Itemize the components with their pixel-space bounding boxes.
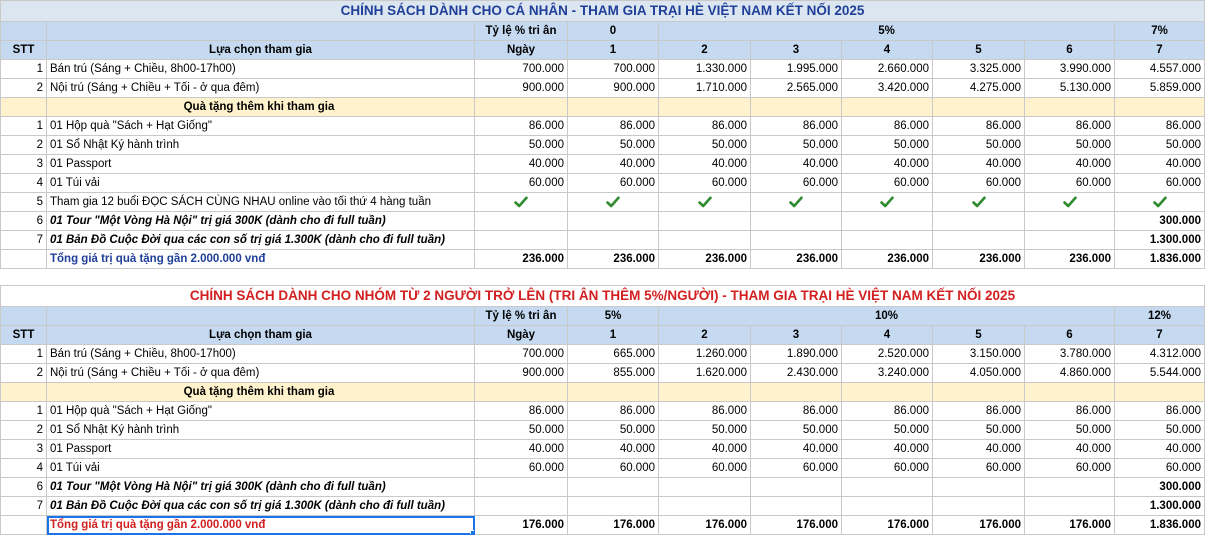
total-cell[interactable]: 236.000 [568, 250, 659, 269]
total-cell[interactable]: 176.000 [751, 516, 842, 535]
total-cell[interactable]: 176.000 [933, 516, 1025, 535]
stt-cell[interactable]: 2 [1, 421, 47, 440]
section2-title-row [1, 286, 1205, 307]
cell[interactable] [751, 478, 842, 497]
cell[interactable] [659, 231, 751, 250]
value-cell[interactable]: 40.000 [568, 155, 659, 174]
section1-rate-row [1, 22, 1205, 41]
value-cell[interactable]: 40.000 [751, 155, 842, 174]
total-label-selected-cell[interactable] [47, 516, 475, 535]
table-row [1, 459, 1205, 478]
day-header[interactable]: 6 [1025, 41, 1115, 60]
cell[interactable] [475, 497, 568, 516]
total-row [1, 516, 1205, 535]
tour-row [1, 478, 1205, 497]
cell[interactable] [751, 231, 842, 250]
reading-row [1, 193, 1205, 212]
total-cell[interactable]: 1.836.000 [1115, 250, 1205, 269]
map-value-cell[interactable]: 1.300.000 [1115, 497, 1205, 516]
stt-cell[interactable]: 1 [1, 345, 47, 364]
total-label: Tổng giá trị quà tặng gần 2.000.000 vnđ [50, 519, 266, 531]
cell[interactable] [933, 497, 1025, 516]
stt-cell[interactable]: 6 [1, 212, 47, 231]
option-cell[interactable]: Nội trú (Sáng + Chiều + Tối - ở qua đêm) [47, 364, 475, 383]
stt-cell[interactable]: 3 [1, 440, 47, 459]
cell[interactable] [659, 497, 751, 516]
cell[interactable] [475, 478, 568, 497]
cell[interactable] [933, 98, 1025, 117]
day-header[interactable]: 5 [933, 326, 1025, 345]
check-cell[interactable] [659, 193, 751, 212]
cell[interactable] [1, 269, 1205, 286]
rate-day7[interactable]: 7% [1115, 22, 1205, 41]
cell[interactable] [751, 383, 842, 402]
cell[interactable] [842, 383, 933, 402]
value-cell[interactable]: 86.000 [568, 402, 659, 421]
price-cell[interactable]: 3.325.000 [933, 60, 1025, 79]
gift-cell[interactable]: 01 Túi vải [47, 459, 475, 478]
price-cell[interactable]: 4.860.000 [1025, 364, 1115, 383]
value-cell[interactable]: 60.000 [1025, 459, 1115, 478]
value-cell[interactable]: 40.000 [1025, 440, 1115, 459]
total-label[interactable]: Tổng giá trị quà tặng gần 2.000.000 vnđ [47, 250, 475, 269]
day-header[interactable]: 3 [751, 41, 842, 60]
table-row [1, 155, 1205, 174]
value-cell[interactable]: 86.000 [1115, 402, 1205, 421]
value-cell[interactable]: 40.000 [659, 155, 751, 174]
price-cell[interactable]: 4.275.000 [933, 79, 1025, 98]
section2-title[interactable]: CHÍNH SÁCH DÀNH CHO NHÓM TỪ 2 NGƯỜI TRỞ LÊN (TRI ÂN THÊM 5%/NGƯỜI) - THAM GIA TRẠI HÈ VIỆT NAM KẾT NỐI 2025 [1, 286, 1205, 307]
cell[interactable] [1, 516, 47, 535]
rate-label[interactable]: Tỷ lệ % tri ân [475, 22, 568, 41]
value-cell[interactable]: 40.000 [933, 440, 1025, 459]
cell[interactable] [842, 212, 933, 231]
price-cell[interactable]: 4.557.000 [1115, 60, 1205, 79]
price-cell[interactable]: 1.890.000 [751, 345, 842, 364]
gift-cell[interactable]: 01 Passport [47, 440, 475, 459]
section1-title[interactable]: CHÍNH SÁCH DÀNH CHO CÁ NHÂN - THAM GIA TRẠI HÈ VIỆT NAM KẾT NỐI 2025 [1, 1, 1205, 22]
gift-header[interactable]: Quà tặng thêm khi tham gia [47, 98, 475, 117]
section2-header-row [1, 326, 1205, 345]
price-cell[interactable]: 3.420.000 [842, 79, 933, 98]
tour-row [1, 212, 1205, 231]
day-header[interactable]: 1 [568, 326, 659, 345]
base-price-cell[interactable]: 900.000 [475, 79, 568, 98]
price-cell[interactable]: 900.000 [568, 79, 659, 98]
price-cell[interactable]: 3.240.000 [842, 364, 933, 383]
cell[interactable] [659, 383, 751, 402]
days-header[interactable]: Ngày [475, 41, 568, 60]
stt-cell[interactable]: 5 [1, 193, 47, 212]
value-cell[interactable]: 40.000 [1115, 440, 1205, 459]
value-cell[interactable]: 50.000 [1115, 421, 1205, 440]
price-cell[interactable]: 1.620.000 [659, 364, 751, 383]
gift-cell[interactable]: 01 Hộp quà "Sách + Hạt Giống" [47, 117, 475, 136]
cell[interactable] [1025, 383, 1115, 402]
stt-cell[interactable]: 1 [1, 402, 47, 421]
value-cell[interactable]: 60.000 [475, 459, 568, 478]
section1-header-row [1, 41, 1205, 60]
price-cell[interactable]: 5.130.000 [1025, 79, 1115, 98]
check-cell[interactable] [1025, 193, 1115, 212]
price-cell[interactable]: 4.050.000 [933, 364, 1025, 383]
day-header[interactable]: 5 [933, 41, 1025, 60]
value-cell[interactable]: 50.000 [751, 421, 842, 440]
check-icon [789, 196, 803, 208]
cell[interactable] [1115, 383, 1205, 402]
table-row [1, 402, 1205, 421]
map-row [1, 231, 1205, 250]
rate-day2-6[interactable]: 10% [659, 307, 1115, 326]
cell[interactable] [842, 98, 933, 117]
cell[interactable] [475, 231, 568, 250]
rate-day1[interactable]: 0 [568, 22, 659, 41]
value-cell[interactable]: 50.000 [659, 136, 751, 155]
cell[interactable] [1025, 98, 1115, 117]
value-cell[interactable]: 86.000 [659, 402, 751, 421]
price-cell[interactable]: 700.000 [568, 60, 659, 79]
total-cell[interactable]: 236.000 [933, 250, 1025, 269]
value-cell[interactable]: 60.000 [1025, 174, 1115, 193]
value-cell[interactable]: 50.000 [751, 136, 842, 155]
check-icon [698, 196, 712, 208]
stt-cell[interactable]: 4 [1, 174, 47, 193]
map-cell[interactable]: 01 Bản Đồ Cuộc Đời qua các con số trị giá 1.300K (dành cho đi full tuần) [47, 497, 475, 516]
cell[interactable] [475, 383, 568, 402]
stt-cell[interactable]: 7 [1, 497, 47, 516]
value-cell[interactable]: 60.000 [659, 459, 751, 478]
stt-cell[interactable]: 4 [1, 459, 47, 478]
total-cell[interactable]: 176.000 [1025, 516, 1115, 535]
section1-title-row [1, 1, 1205, 22]
cell[interactable] [475, 212, 568, 231]
stt-header[interactable]: STT [1, 326, 47, 345]
price-cell[interactable]: 3.990.000 [1025, 60, 1115, 79]
gift-cell[interactable]: 01 Passport [47, 155, 475, 174]
price-cell[interactable]: 2.660.000 [842, 60, 933, 79]
days-header[interactable]: Ngày [475, 326, 568, 345]
option-cell[interactable]: Nội trú (Sáng + Chiều + Tối - ở qua đêm) [47, 79, 475, 98]
total-cell[interactable]: 236.000 [1025, 250, 1115, 269]
value-cell[interactable]: 50.000 [933, 421, 1025, 440]
rate-label[interactable]: Tỷ lệ % tri ân [475, 307, 568, 326]
table-row [1, 345, 1205, 364]
check-icon [1063, 196, 1077, 208]
value-cell[interactable]: 40.000 [751, 440, 842, 459]
table-row [1, 421, 1205, 440]
value-cell[interactable]: 50.000 [933, 136, 1025, 155]
value-cell[interactable]: 86.000 [933, 402, 1025, 421]
day-header[interactable]: 2 [659, 326, 751, 345]
value-cell[interactable]: 60.000 [659, 174, 751, 193]
option-cell[interactable]: Bán trú (Sáng + Chiều, 8h00-17h00) [47, 345, 475, 364]
value-cell[interactable]: 50.000 [1025, 421, 1115, 440]
base-price-cell[interactable]: 700.000 [475, 345, 568, 364]
stt-header[interactable]: STT [1, 41, 47, 60]
value-cell[interactable]: 60.000 [933, 174, 1025, 193]
value-cell[interactable]: 60.000 [751, 459, 842, 478]
check-cell[interactable] [475, 193, 568, 212]
total-cell[interactable]: 236.000 [751, 250, 842, 269]
cell[interactable] [659, 478, 751, 497]
base-price-cell[interactable]: 900.000 [475, 364, 568, 383]
section2-rate-row [1, 307, 1205, 326]
tour-value-cell[interactable]: 300.000 [1115, 478, 1205, 497]
total-cell[interactable]: 176.000 [475, 516, 568, 535]
value-cell[interactable]: 50.000 [568, 136, 659, 155]
table-row [1, 60, 1205, 79]
cell[interactable] [842, 497, 933, 516]
rate-day2-6[interactable]: 5% [659, 22, 1115, 41]
price-cell[interactable]: 2.520.000 [842, 345, 933, 364]
cell[interactable] [751, 497, 842, 516]
day-header[interactable]: 3 [751, 326, 842, 345]
cell[interactable] [1025, 478, 1115, 497]
tour-cell[interactable]: 01 Tour "Một Vòng Hà Nội" trị giá 300K (dành cho đi full tuần) [47, 478, 475, 497]
check-icon [606, 196, 620, 208]
cell[interactable] [1025, 497, 1115, 516]
value-cell[interactable]: 50.000 [1115, 136, 1205, 155]
cell[interactable] [1, 383, 47, 402]
value-cell[interactable]: 40.000 [475, 440, 568, 459]
value-cell[interactable]: 50.000 [842, 421, 933, 440]
day-header[interactable]: 7 [1115, 326, 1205, 345]
price-cell[interactable]: 2.565.000 [751, 79, 842, 98]
gift-cell[interactable]: 01 Hộp quà "Sách + Hạt Giống" [47, 402, 475, 421]
value-cell[interactable]: 60.000 [568, 459, 659, 478]
value-cell[interactable]: 40.000 [659, 440, 751, 459]
check-icon [514, 196, 528, 208]
value-cell[interactable]: 60.000 [842, 459, 933, 478]
cell[interactable] [568, 231, 659, 250]
day-header[interactable]: 1 [568, 41, 659, 60]
gift-header-row [1, 98, 1205, 117]
value-cell[interactable]: 40.000 [842, 440, 933, 459]
cell[interactable] [933, 212, 1025, 231]
base-price-cell[interactable]: 700.000 [475, 60, 568, 79]
stt-cell[interactable]: 2 [1, 136, 47, 155]
total-cell[interactable]: 176.000 [659, 516, 751, 535]
value-cell[interactable]: 50.000 [568, 421, 659, 440]
table-row [1, 364, 1205, 383]
map-cell[interactable]: 01 Bản Đồ Cuộc Đời qua các con số trị giá 1.300K (dành cho đi full tuần) [47, 231, 475, 250]
price-cell[interactable]: 665.000 [568, 345, 659, 364]
cell[interactable] [1025, 212, 1115, 231]
price-cell[interactable]: 5.859.000 [1115, 79, 1205, 98]
cell[interactable] [842, 478, 933, 497]
total-cell[interactable]: 236.000 [842, 250, 933, 269]
value-cell[interactable]: 60.000 [933, 459, 1025, 478]
stt-cell[interactable]: 2 [1, 364, 47, 383]
gift-header-row [1, 383, 1205, 402]
day-header[interactable]: 2 [659, 41, 751, 60]
value-cell[interactable]: 86.000 [842, 117, 933, 136]
value-cell[interactable]: 50.000 [475, 136, 568, 155]
day-header[interactable]: 4 [842, 41, 933, 60]
total-cell[interactable]: 236.000 [475, 250, 568, 269]
stt-cell[interactable]: 2 [1, 79, 47, 98]
gift-cell[interactable]: 01 Sổ Nhật Ký hành trình [47, 421, 475, 440]
value-cell[interactable]: 86.000 [659, 117, 751, 136]
value-cell[interactable]: 40.000 [842, 155, 933, 174]
check-icon [972, 196, 986, 208]
rate-day7[interactable]: 12% [1115, 307, 1205, 326]
cell[interactable] [933, 478, 1025, 497]
cell[interactable] [568, 98, 659, 117]
value-cell[interactable]: 40.000 [475, 155, 568, 174]
cell[interactable] [933, 383, 1025, 402]
value-cell[interactable]: 40.000 [933, 155, 1025, 174]
price-cell[interactable]: 855.000 [568, 364, 659, 383]
value-cell[interactable]: 86.000 [475, 117, 568, 136]
cell[interactable] [568, 212, 659, 231]
cell[interactable] [47, 307, 475, 326]
map-value-cell[interactable]: 1.300.000 [1115, 231, 1205, 250]
value-cell[interactable]: 86.000 [933, 117, 1025, 136]
stt-cell[interactable]: 3 [1, 155, 47, 174]
price-cell[interactable]: 3.780.000 [1025, 345, 1115, 364]
tour-cell[interactable]: 01 Tour "Một Vòng Hà Nội" trị giá 300K (dành cho đi full tuần) [47, 212, 475, 231]
total-cell[interactable]: 1.836.000 [1115, 516, 1205, 535]
value-cell[interactable]: 60.000 [1115, 459, 1205, 478]
value-cell[interactable]: 50.000 [659, 421, 751, 440]
cell[interactable] [568, 478, 659, 497]
stt-cell[interactable]: 6 [1, 478, 47, 497]
gift-cell[interactable]: 01 Túi vải [47, 174, 475, 193]
total-cell[interactable]: 176.000 [842, 516, 933, 535]
price-cell[interactable]: 4.312.000 [1115, 345, 1205, 364]
tour-value-cell[interactable]: 300.000 [1115, 212, 1205, 231]
value-cell[interactable]: 86.000 [1025, 402, 1115, 421]
cell[interactable] [1025, 231, 1115, 250]
option-cell[interactable]: Bán trú (Sáng + Chiều, 8h00-17h00) [47, 60, 475, 79]
table-row [1, 440, 1205, 459]
spacer-row [1, 269, 1205, 286]
value-cell[interactable]: 60.000 [842, 174, 933, 193]
value-cell[interactable]: 40.000 [568, 440, 659, 459]
reading-cell[interactable]: Tham gia 12 buổi ĐỌC SÁCH CÙNG NHAU online vào tối thứ 4 hàng tuần [47, 193, 475, 212]
value-cell[interactable]: 86.000 [842, 402, 933, 421]
value-cell[interactable]: 60.000 [568, 174, 659, 193]
price-cell[interactable]: 5.544.000 [1115, 364, 1205, 383]
cell[interactable] [1, 22, 47, 41]
check-cell[interactable] [568, 193, 659, 212]
stt-cell[interactable]: 1 [1, 117, 47, 136]
cell[interactable] [475, 98, 568, 117]
value-cell[interactable]: 40.000 [1025, 155, 1115, 174]
fill-handle[interactable] [470, 530, 475, 535]
check-cell[interactable] [1115, 193, 1205, 212]
table-row [1, 79, 1205, 98]
price-cell[interactable]: 1.330.000 [659, 60, 751, 79]
price-cell[interactable]: 1.710.000 [659, 79, 751, 98]
value-cell[interactable]: 50.000 [1025, 136, 1115, 155]
value-cell[interactable]: 50.000 [842, 136, 933, 155]
cell[interactable] [568, 497, 659, 516]
total-cell[interactable]: 176.000 [568, 516, 659, 535]
table-row [1, 174, 1205, 193]
value-cell[interactable]: 86.000 [751, 402, 842, 421]
option-header[interactable]: Lựa chọn tham gia [47, 41, 475, 60]
value-cell[interactable]: 86.000 [568, 117, 659, 136]
total-row [1, 250, 1205, 269]
price-cell[interactable]: 1.260.000 [659, 345, 751, 364]
value-cell[interactable]: 86.000 [1025, 117, 1115, 136]
cell[interactable] [47, 22, 475, 41]
table-row [1, 136, 1205, 155]
price-cell[interactable]: 2.430.000 [751, 364, 842, 383]
rate-day1[interactable]: 5% [568, 307, 659, 326]
check-icon [880, 196, 894, 208]
stt-cell[interactable]: 1 [1, 60, 47, 79]
gift-cell[interactable]: 01 Sổ Nhật Ký hành trình [47, 136, 475, 155]
cell[interactable] [751, 212, 842, 231]
stt-cell[interactable]: 7 [1, 231, 47, 250]
cell[interactable] [933, 231, 1025, 250]
check-icon [1153, 196, 1167, 208]
check-cell[interactable] [933, 193, 1025, 212]
check-cell[interactable] [842, 193, 933, 212]
value-cell[interactable]: 86.000 [475, 402, 568, 421]
cell[interactable] [1115, 98, 1205, 117]
value-cell[interactable]: 86.000 [1115, 117, 1205, 136]
cell[interactable] [568, 383, 659, 402]
gift-header[interactable]: Quà tặng thêm khi tham gia [47, 383, 475, 402]
cell[interactable] [1, 307, 47, 326]
cell[interactable] [659, 212, 751, 231]
cell[interactable] [659, 98, 751, 117]
price-cell[interactable]: 1.995.000 [751, 60, 842, 79]
map-row [1, 497, 1205, 516]
value-cell[interactable]: 60.000 [1115, 174, 1205, 193]
value-cell[interactable]: 60.000 [751, 174, 842, 193]
table-row [1, 117, 1205, 136]
cell[interactable] [1, 250, 47, 269]
cell[interactable] [1, 98, 47, 117]
value-cell[interactable]: 50.000 [475, 421, 568, 440]
check-cell[interactable] [751, 193, 842, 212]
cell[interactable] [751, 98, 842, 117]
price-cell[interactable]: 3.150.000 [933, 345, 1025, 364]
value-cell[interactable]: 86.000 [751, 117, 842, 136]
day-header[interactable]: 4 [842, 326, 933, 345]
day-header[interactable]: 7 [1115, 41, 1205, 60]
total-cell[interactable]: 236.000 [659, 250, 751, 269]
option-header[interactable]: Lựa chọn tham gia [47, 326, 475, 345]
day-header[interactable]: 6 [1025, 326, 1115, 345]
value-cell[interactable]: 40.000 [1115, 155, 1205, 174]
cell[interactable] [842, 231, 933, 250]
value-cell[interactable]: 60.000 [475, 174, 568, 193]
